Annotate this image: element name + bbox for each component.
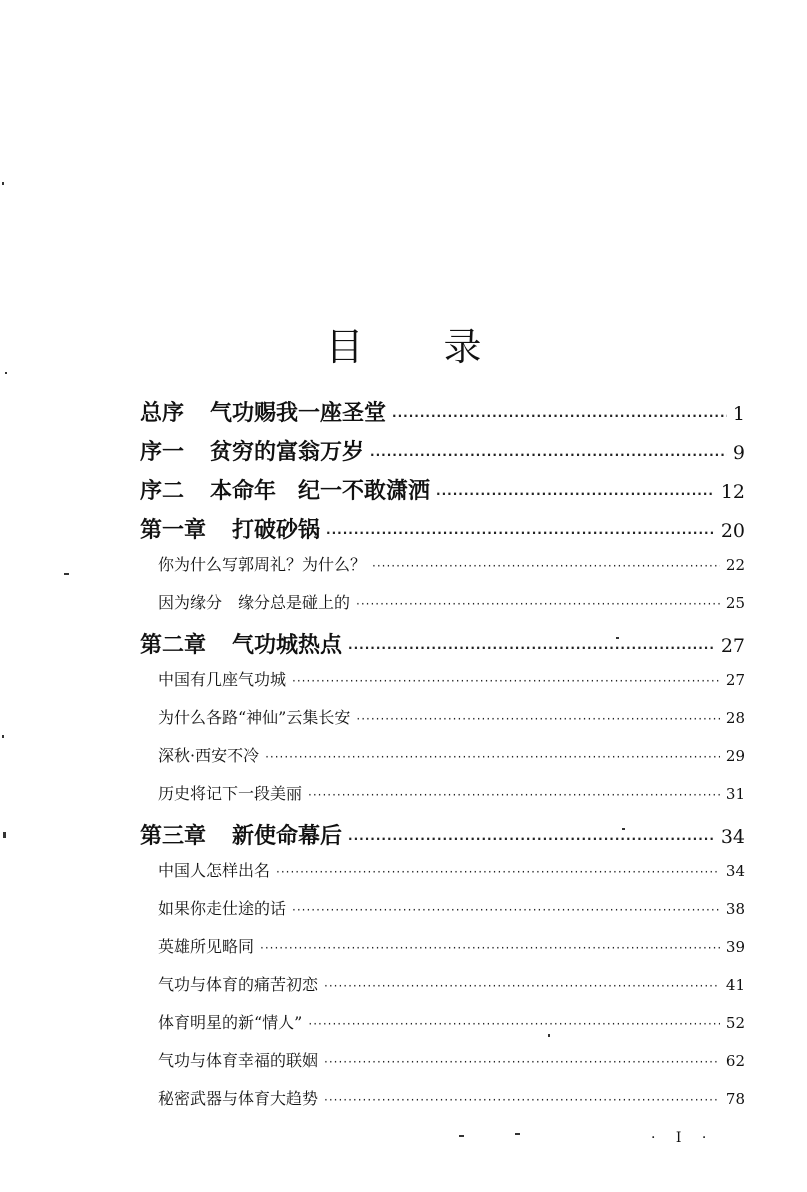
toc-section-title: 秘密武器与体育大趋势 bbox=[158, 1089, 319, 1108]
toc-section bbox=[140, 1086, 745, 1124]
toc-section bbox=[140, 1010, 745, 1048]
toc-entry bbox=[140, 435, 745, 474]
toc-section-title: 气功与体育的痛苦初恋 bbox=[158, 975, 319, 994]
dot-leader bbox=[324, 1093, 720, 1107]
dot-leader bbox=[324, 1055, 720, 1069]
toc-section bbox=[140, 743, 745, 781]
toc-section-page: 34 bbox=[725, 862, 745, 880]
scan-speck bbox=[2, 735, 4, 738]
toc-section-title: 如果你走仕途的话 bbox=[158, 899, 287, 918]
scan-speck bbox=[64, 573, 69, 575]
toc-section-title: 历史将记下一段美丽 bbox=[158, 784, 303, 803]
toc-section bbox=[140, 781, 745, 819]
toc-section-title: 深秋·西安不冷 bbox=[158, 746, 260, 765]
toc-section-title: 你为什么写郭周礼？为什么？ bbox=[158, 555, 367, 574]
scan-speck bbox=[459, 1135, 464, 1137]
toc-entry-page: 1 bbox=[732, 403, 745, 425]
scan-speck bbox=[548, 1034, 550, 1037]
toc-section-title: 英雄所见略同 bbox=[158, 937, 255, 956]
toc-chapter-title: 第一章 打破砂锅 bbox=[140, 518, 321, 543]
page-title-right: 录 bbox=[443, 325, 482, 369]
page-title-left: 目 bbox=[325, 325, 364, 369]
page-title bbox=[0, 316, 807, 371]
toc-section bbox=[140, 896, 745, 934]
toc-entry-page: 12 bbox=[720, 481, 745, 503]
dot-leader bbox=[276, 865, 720, 879]
toc-entry bbox=[140, 396, 745, 435]
toc-section bbox=[140, 934, 745, 972]
toc-section-page: 31 bbox=[725, 785, 745, 803]
toc-chapter-page: 27 bbox=[720, 635, 745, 657]
dot-leader bbox=[348, 641, 715, 655]
folio-page-number: · I · bbox=[651, 1130, 715, 1146]
dot-leader bbox=[308, 1017, 720, 1031]
scan-speck bbox=[622, 828, 625, 830]
toc-section-page: 28 bbox=[725, 709, 745, 727]
toc-section-title: 因为缘分 缘分总是碰上的 bbox=[158, 593, 351, 612]
toc-chapter bbox=[140, 628, 745, 667]
table-of-contents bbox=[140, 396, 745, 1124]
toc-section-page: 41 bbox=[725, 976, 745, 994]
toc-section bbox=[140, 705, 745, 743]
toc-chapter bbox=[140, 819, 745, 858]
dot-leader bbox=[356, 712, 720, 726]
toc-section-page: 78 bbox=[725, 1090, 745, 1108]
toc-section-title: 中国人怎样出名 bbox=[158, 861, 271, 880]
dot-leader bbox=[356, 597, 720, 611]
toc-section-title: 气功与体育幸福的联姻 bbox=[158, 1051, 319, 1070]
toc-chapter-page: 20 bbox=[720, 520, 745, 542]
toc-entry-title: 序二 本命年 纪一不敢潇洒 bbox=[140, 479, 431, 504]
toc-entry-title: 总序 气功赐我一座圣堂 bbox=[140, 401, 387, 426]
toc-section bbox=[140, 858, 745, 896]
dot-leader bbox=[265, 750, 720, 764]
toc-section-title: 中国有几座气功城 bbox=[158, 670, 287, 689]
dot-leader bbox=[326, 526, 715, 540]
dot-leader bbox=[392, 409, 727, 423]
scan-speck bbox=[2, 182, 4, 185]
toc-section bbox=[140, 1048, 745, 1086]
scan-speck bbox=[5, 372, 7, 374]
dot-leader bbox=[372, 559, 720, 573]
toc-section-page: 39 bbox=[725, 938, 745, 956]
dot-leader bbox=[370, 448, 727, 462]
toc-entry-page: 9 bbox=[732, 442, 745, 464]
dot-leader bbox=[308, 788, 720, 802]
toc-section bbox=[140, 552, 745, 590]
dot-leader bbox=[292, 674, 720, 688]
toc-chapter bbox=[140, 513, 745, 552]
toc-section bbox=[140, 972, 745, 1010]
dot-leader bbox=[260, 941, 720, 955]
scan-speck bbox=[515, 1133, 520, 1135]
toc-section-page: 38 bbox=[725, 900, 745, 918]
toc-section bbox=[140, 590, 745, 628]
dot-leader bbox=[292, 903, 720, 917]
toc-chapter-page: 34 bbox=[720, 826, 745, 848]
toc-entry bbox=[140, 474, 745, 513]
dot-leader bbox=[436, 487, 715, 501]
dot-leader bbox=[324, 979, 720, 993]
toc-section-page: 25 bbox=[725, 594, 745, 612]
toc-entry-title: 序一 贫穷的富翁万岁 bbox=[140, 440, 365, 465]
toc-section-page: 22 bbox=[725, 556, 745, 574]
scan-speck bbox=[616, 637, 619, 639]
toc-chapter-title: 第三章 新使命幕后 bbox=[140, 824, 343, 849]
toc-section-page: 62 bbox=[725, 1052, 745, 1070]
scan-speck bbox=[3, 832, 6, 838]
toc-section-page: 29 bbox=[725, 747, 745, 765]
toc-chapter-title: 第二章 气功城热点 bbox=[140, 633, 343, 658]
toc-section-title: 体育明星的新“情人” bbox=[158, 1013, 303, 1032]
dot-leader bbox=[348, 832, 715, 846]
toc-section-page: 52 bbox=[725, 1014, 745, 1032]
toc-section-title: 为什么各路“神仙”云集长安 bbox=[158, 708, 351, 727]
toc-section bbox=[140, 667, 745, 705]
toc-section-page: 27 bbox=[725, 671, 745, 689]
